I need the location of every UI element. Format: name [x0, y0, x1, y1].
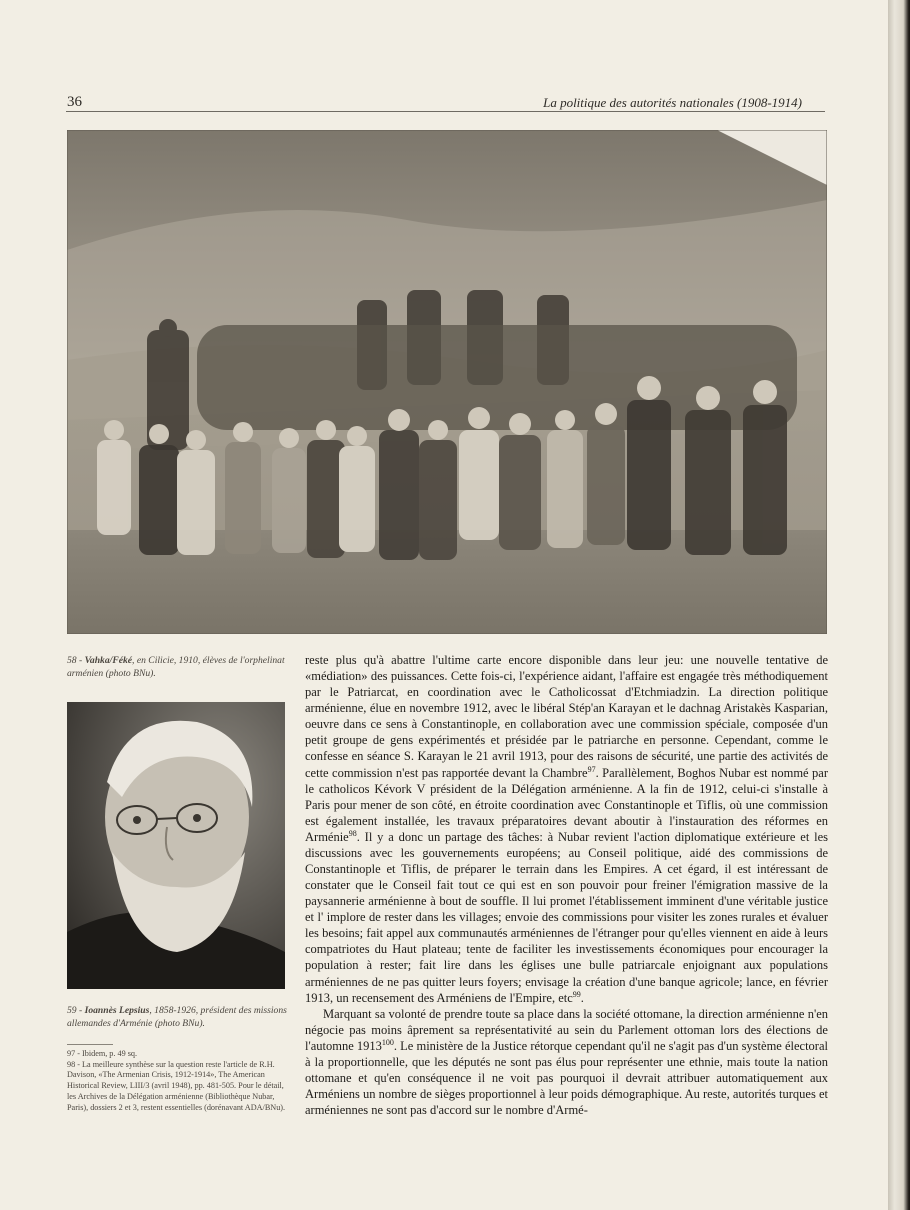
body-paragraph-2-text: . Le ministère de la Justice rétorque cependant qu'il ne s'agit pas d'un système électoral à la proportionnelle, que les députés ne sont pas élus pour représenter une ethnie, mais toute la nation ottomane et qu'en conséquence il ne voit pas pourquoi il devrait attribuer automatiquement aux Arméniens un nombre de sièges proportionnel à leur poids démographique. Au reste, autorités turques et arméniennes ne sont pas d'accord sur le nombre d'Armé-	[305, 1038, 828, 1118]
page-number: 36	[67, 94, 82, 110]
lepsius-portrait-photo	[67, 702, 285, 989]
body-paragraph-1-text: reste plus qu'à abattre l'ultime carte encore disponible dans leur jeu: une nouvelle tentative de «médiation» des puissances. Cette fois-ci, l'expérience aidant, l'affaire est engagée très méthodiquement par le Patriarcat, en coordination avec le Catholicossat d'Etchmiadzin. La direction politique arménienne, élue en novembre 1912, avec le libéral Stép'an Karayan et le dachnag Aristakès Kasparian, oeuvre dans ce sens à Constantinople, en collaboration avec une commission spéciale, composée d'un petit groupe de gens expérimentés et présidée par le patriarche en personne. Cependant, comme le confesse en séance S. Karayan le 21 avril 1913, pour des raisons de sécurité, une partie des activités de cette commission n'est pas rapportée devant la Chambre	[305, 653, 828, 780]
body-paragraph-1-text: . Parallèlement, Boghos Nubar est nommé par le catholicos Kévork V président de la Délégation arménienne. A la fin de 1912, celui-ci s'installe à Paris pour mener de son côté, en étroite coordination avec Constantinople et Tiflis, où une commission est également installée, les travaux préparatoires devant aboutir à l'instauration des réformes en Arménie	[305, 765, 829, 844]
footnote-rule	[67, 1044, 113, 1045]
figure-58-caption	[67, 655, 289, 680]
footnote-ref-97: 97	[587, 764, 596, 774]
figure-58-number: 58 -	[67, 655, 83, 666]
body-text	[305, 652, 828, 1118]
page-edge	[888, 0, 910, 1210]
figure-59-number: 59 -	[67, 1005, 83, 1016]
footnote-97: 97 - Ibidem, p. 49 sq.	[67, 1049, 138, 1058]
orphanage-group-photo	[67, 130, 827, 634]
footnote-ref-99: 99	[572, 989, 581, 999]
body-paragraph-1	[305, 652, 828, 1006]
figure-58-text: , en Cilicie, 1910, élèves de l'orphelinat arménien (photo BNu).	[67, 655, 285, 679]
figure-59-title: Ioannès Lepsius	[84, 1005, 150, 1016]
footnotes	[67, 1049, 289, 1113]
footnote-ref-98: 98	[348, 828, 357, 838]
figure-58-title: Vahka/Féké	[84, 655, 133, 666]
body-paragraph-2	[305, 1006, 828, 1119]
figure-59-text: , 1858-1926, président des missions allemandes d'Arménie (photo BNu).	[67, 1005, 287, 1029]
running-head: La politique des autorités nationales (1908-1914)	[543, 95, 802, 110]
body-paragraph-1-text: .	[580, 990, 584, 1005]
footnote-98: 98 - La meilleure synthèse sur la question reste l'article de R.H. Davison, «The Armenian Crisis, 1912-1914», The American Historical Review, LIII/3 (avril 1948), pp. 481-505. Pour le détail, les Archives de la Délégation arménienne (Bibliothèque Nubar, Paris), dossiers 2 et 3, restent essentielles (dorénavant ADA/BNu).	[67, 1059, 286, 1112]
figure-59-caption	[67, 1005, 289, 1030]
header-rule	[66, 111, 825, 112]
body-paragraph-2-text: Marquant sa volonté de prendre toute sa place dans la société ottomane, la direction arménienne n'en négocie pas moins âprement sa représentativité au sein du Parlement ottoman lors des élections de l'automne 1913	[305, 1006, 828, 1053]
body-paragraph-1-text: . Il y a donc un partage des tâches: à Nubar revient l'action diplomatique extérieure et les discussions avec les gouvernements européens; au Conseil politique, aidé des commissions de Constantinople et Tiflis, de préparer le terrain dans les Empires. A cet égard, il est intéressant de constater que le Conseil fait tout ce qui est en son pouvoir pour freiner l'émigration massive de la paysannerie arménienne à bout de souffle. Il lui promet l'établissement imminent d'une véritable justice et l' implore de rester dans les villages; envoie des commissions pour visiter les zones rurales et évaluer les besoins; fait appel aux communautés arméniennes de l'étranger pour qu'elles viennent en aide à leurs compatriotes du Haut plateau; tente de faciliter les investissements économiques pour encourager la population à rester; fait lire dans les églises une bulle patriarcale enjoignant aux populations arméniennes de ne pas quitter leurs foyers; envisage la création d'une banque agricole; lance, en février 1913, un recensement des Arméniens de l'Empire, etc	[305, 829, 828, 1005]
footnote-ref-100: 100	[381, 1037, 394, 1047]
